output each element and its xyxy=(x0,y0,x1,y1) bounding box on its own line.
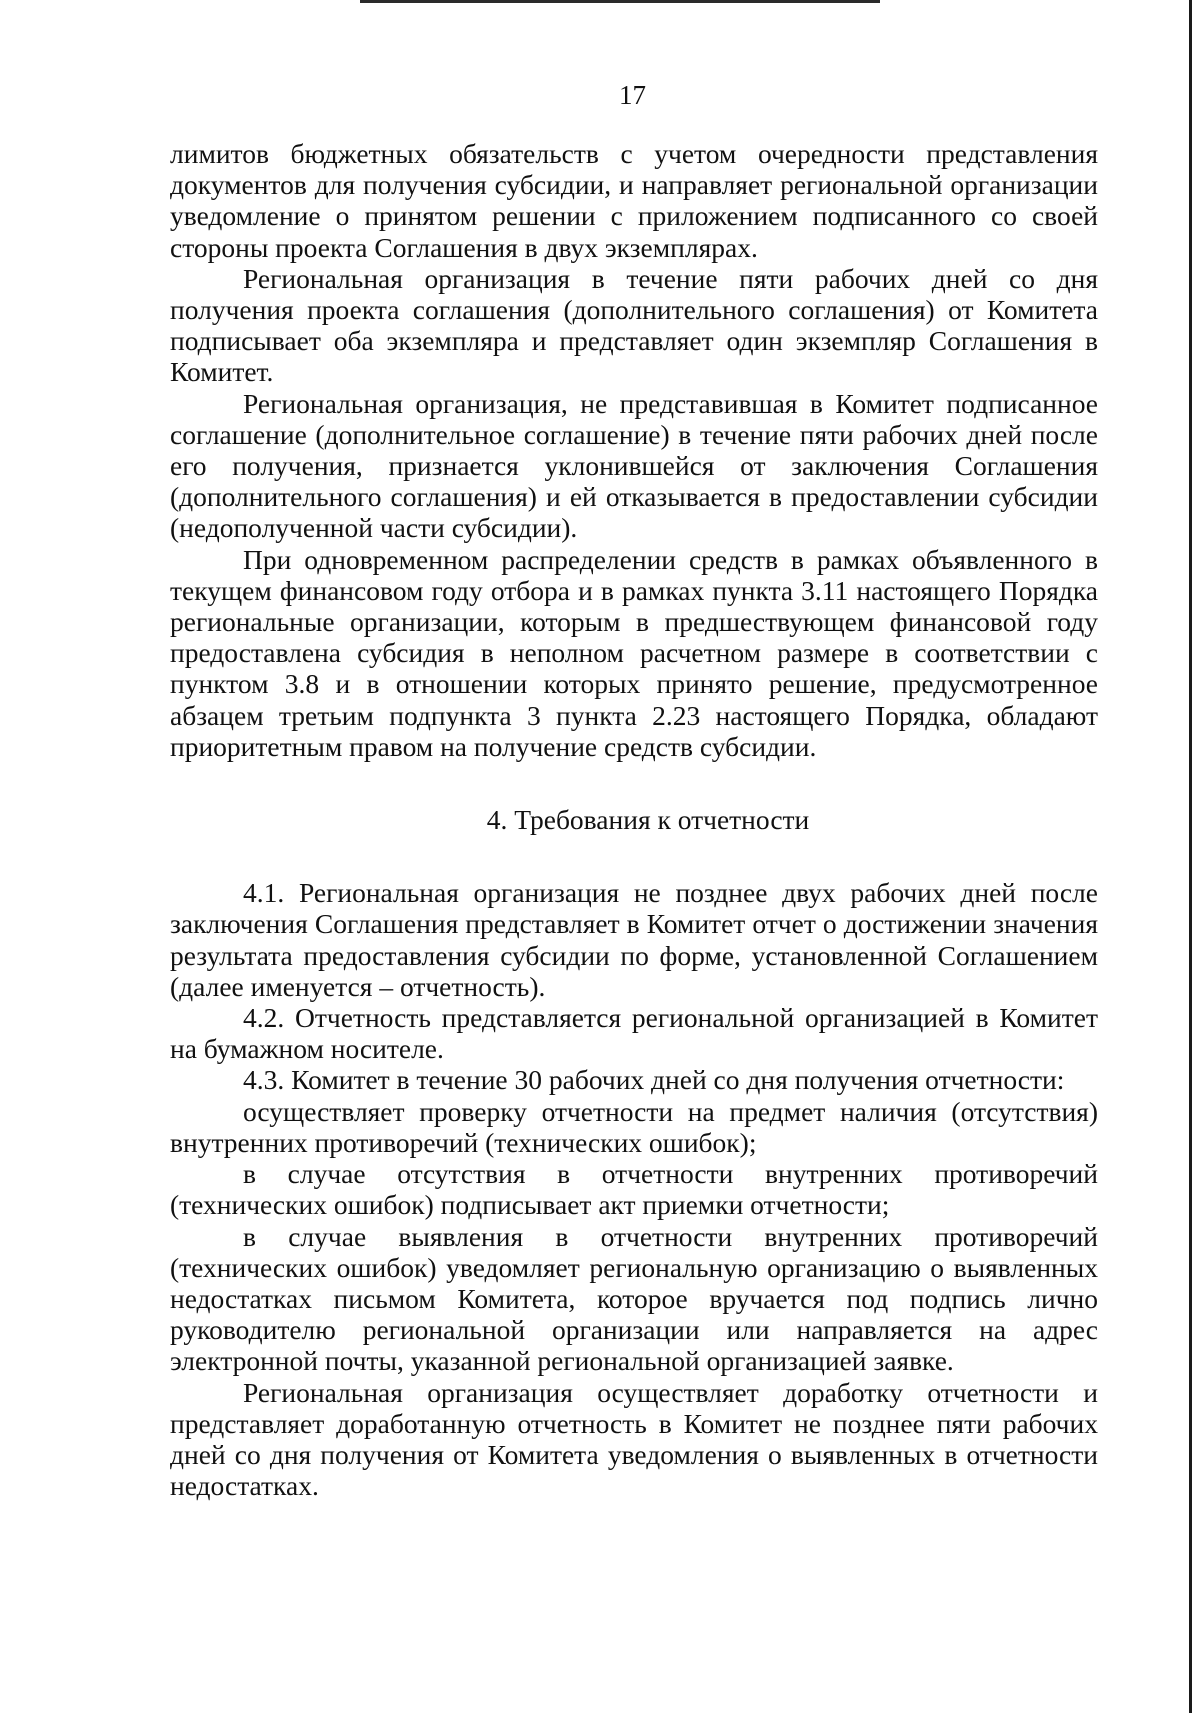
paragraph-4-1: 4.1. Региональная организация не позднее двух рабочих дней после заключения Соглашения представляет в Комитет отчет о достижении значения результата предоставления субсидии по форме, установленной Соглашением (далее именуется – отчетность). xyxy=(170,877,1098,1002)
paragraph: Региональная организация осуществляет доработку отчетности и представляет доработанную отчетность в Комитет не позднее пяти рабочих дней со дня получения от Комитета уведомления о выявленных в отчетности недостатках. xyxy=(170,1376,1098,1502)
section-heading: 4. Требования к отчетности xyxy=(486,804,810,836)
page-number: 17 xyxy=(619,80,646,110)
paragraph: При одновременном распределении средств в рамках объявленного в текущем финансовом году отбора и в рамках пункта 3.11 настоящего Порядка региональные организации, которым в предшествующем финансовой году предоставлена субсидия в неполном расчетном размере в соответствии с пунктом 3.8 и в отношении которых принято решение, предусмотренное абзацем третьим подпункта 3 пункта 2.23 настоящего Порядка, обладают приоритетным правом на получение средств субсидии. xyxy=(170,543,1098,762)
scan-edge-right xyxy=(1189,0,1192,1713)
paragraph-continuation: лимитов бюджетных обязательств с учетом очередности представления документов для получения субсидии, и направляет региональной организации уведомление о принятом решении с приложением подписанного со своей стороны проекта Соглашения в двух экземплярах. xyxy=(170,138,1098,263)
paragraph-4-3: 4.3. Комитет в течение 30 рабочих дней со дня получения отчетности: xyxy=(243,1064,1065,1096)
list-item: в случае выявления в отчетности внутренних противоречий (технических ошибок) уведомляет региональную организацию о выявленных недостатках письмом Комитета, которое вручается под подпись лично руководителю региональной организации или направляется на адрес электронной почты, указанной региональной организацией заявке. xyxy=(170,1220,1098,1377)
paragraph: Региональная организация в течение пяти рабочих дней со дня получения проекта соглашения (дополнительного соглашения) от Комитета подписывает оба экземпляра и представляет один экземпляр Соглашения в Комитет. xyxy=(170,262,1098,388)
scan-edge-top xyxy=(360,0,880,3)
paragraph-4-2: 4.2. Отчетность представляется региональной организацией в Комитет на бумажном носителе. xyxy=(170,1002,1098,1065)
paragraph: Региональная организация, не представившая в Комитет подписанное соглашение (дополнительное соглашение) в течение пяти рабочих дней после его получения, признается уклонившейся от заключения Соглашения (дополнительного соглашения) и ей отказывается в предоставлении субсидии (недополученной части субсидии). xyxy=(170,387,1098,544)
list-item: в случае отсутствия в отчетности внутренних противоречий (технических ошибок) подписывает акт приемки отчетности; xyxy=(170,1158,1098,1221)
list-item: осуществляет проверку отчетности на предмет наличия (отсутствия) внутренних противоречий (технических ошибок); xyxy=(170,1095,1098,1158)
document-body xyxy=(170,138,1098,1501)
